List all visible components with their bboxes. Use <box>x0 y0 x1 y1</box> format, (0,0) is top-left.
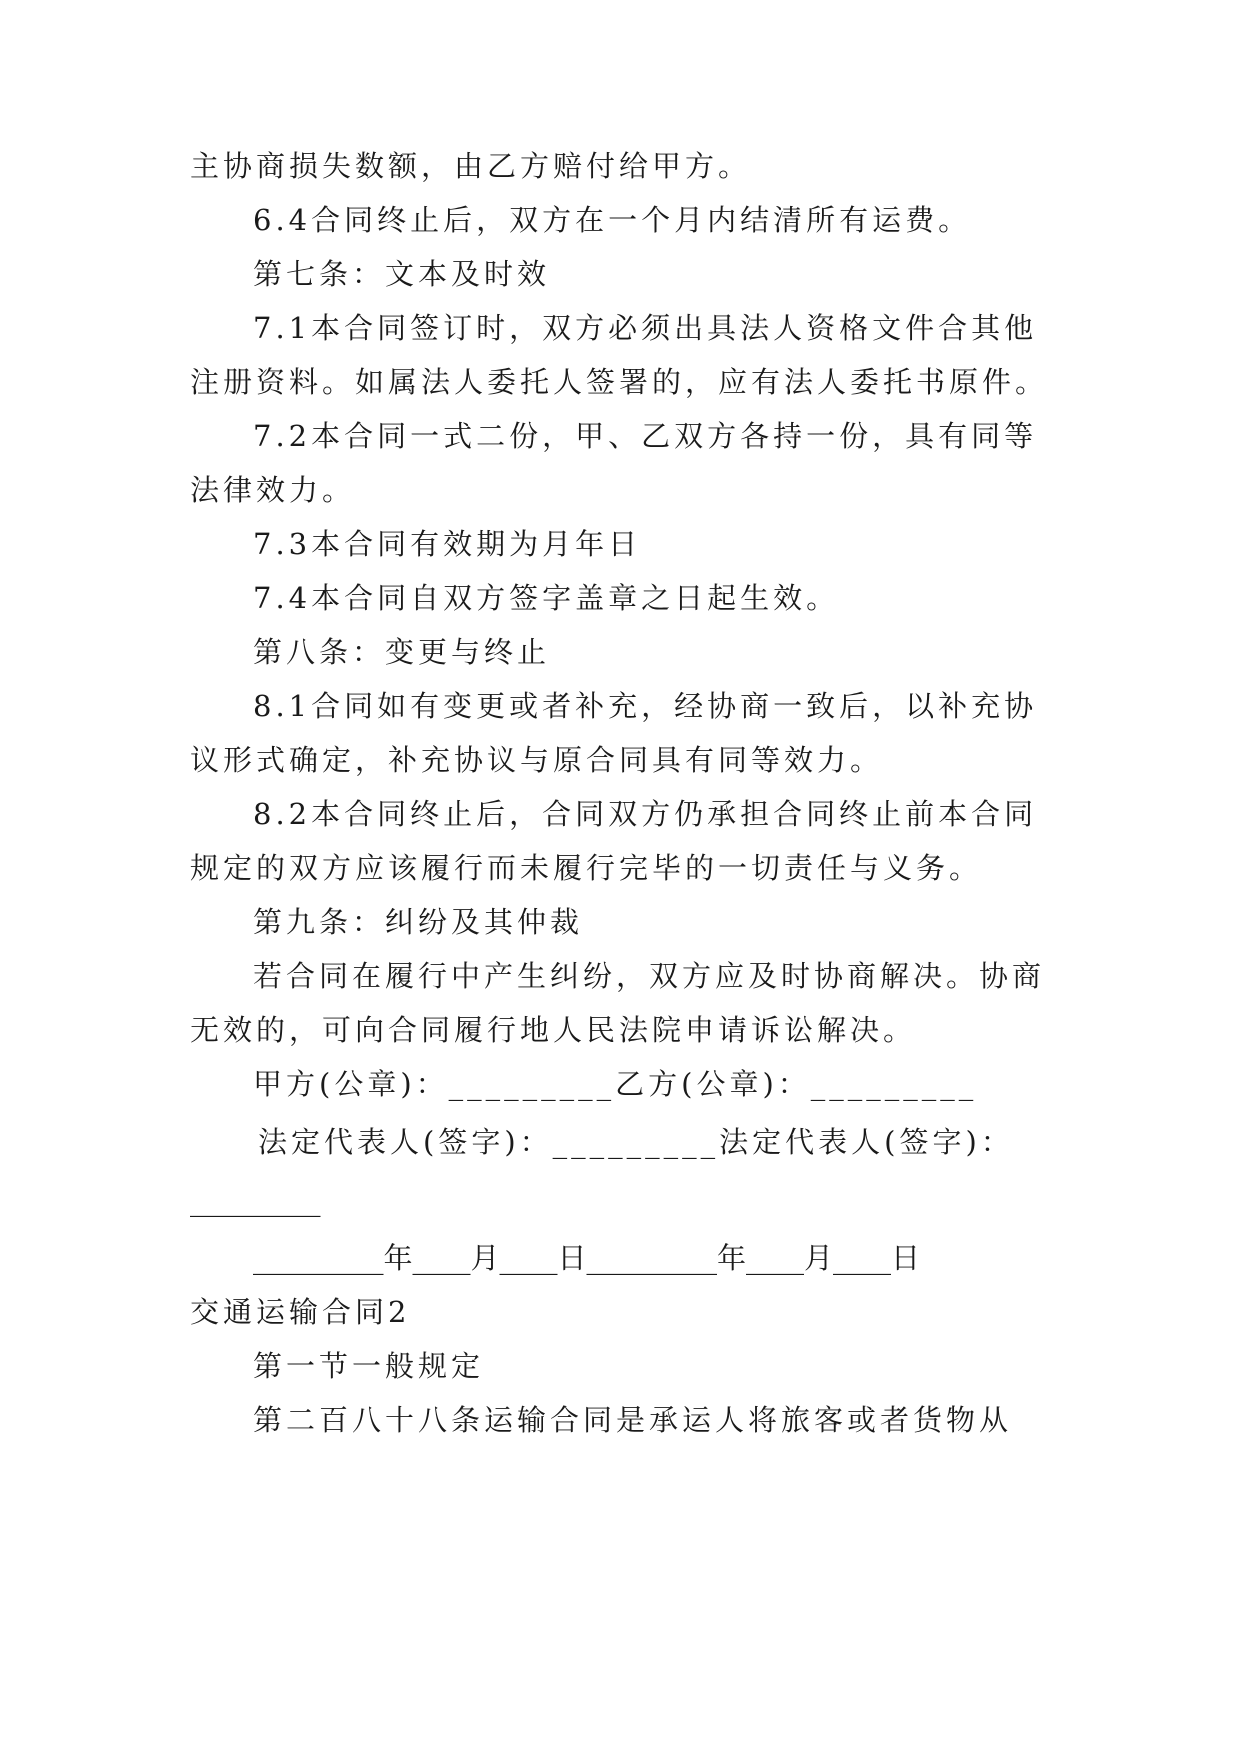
text-line: 主协商损失数额，由乙方赔付给甲方。 <box>190 149 752 183</box>
text-line: 若合同在履行中产生纠纷，双方应及时协商解决。协商 <box>253 959 1046 993</box>
text-line: 议形式确定，补充协议与原合同具有同等效力。 <box>190 743 884 777</box>
seal-line: 甲方(公章)：_________乙方(公章)：_________ <box>253 1067 978 1101</box>
signature-line: 法定代表人(签字)：_________法定代表人(签字)： <box>258 1125 1014 1159</box>
section-heading: 第七条：文本及时效 <box>253 257 551 291</box>
text-line: 8.1合同如有变更或者补充，经协商一致后，以补充协 <box>253 689 1038 723</box>
text-line: 注册资料。如属法人委托人签署的，应有法人委托书原件。 <box>190 365 1049 399</box>
text-line: 法律效力。 <box>190 473 356 507</box>
document-title: 交通运输合同2 <box>190 1295 411 1329</box>
text-line: 7.2本合同一式二份，甲、乙双方各持一份，具有同等 <box>253 419 1038 453</box>
text-line: 6.4合同终止后，双方在一个月内结清所有运费。 <box>253 203 972 237</box>
section-heading: 第一节一般规定 <box>253 1349 485 1383</box>
text-line: 无效的，可向合同履行地人民法院申请诉讼解决。 <box>190 1013 917 1047</box>
text-line: 规定的双方应该履行而未履行完毕的一切责任与义务。 <box>190 851 983 885</box>
text-line: 7.3本合同有效期为月年日 <box>253 527 642 561</box>
text-line: 7.4本合同自双方签字盖章之日起生效。 <box>253 581 840 615</box>
section-heading: 第九条：纠纷及其仲裁 <box>253 905 584 939</box>
section-heading: 第八条：变更与终止 <box>253 635 551 669</box>
date-line: _________年____月____日_________年____月____日 <box>253 1241 921 1275</box>
text-line: 第二百八十八条运输合同是承运人将旅客或者货物从 <box>253 1403 1013 1437</box>
signature-blank: _________ <box>190 1183 321 1217</box>
text-line: 8.2本合同终止后，合同双方仍承担合同终止前本合同 <box>253 797 1038 831</box>
text-line: 7.1本合同签订时，双方必须出具法人资格文件合其他 <box>253 311 1038 345</box>
